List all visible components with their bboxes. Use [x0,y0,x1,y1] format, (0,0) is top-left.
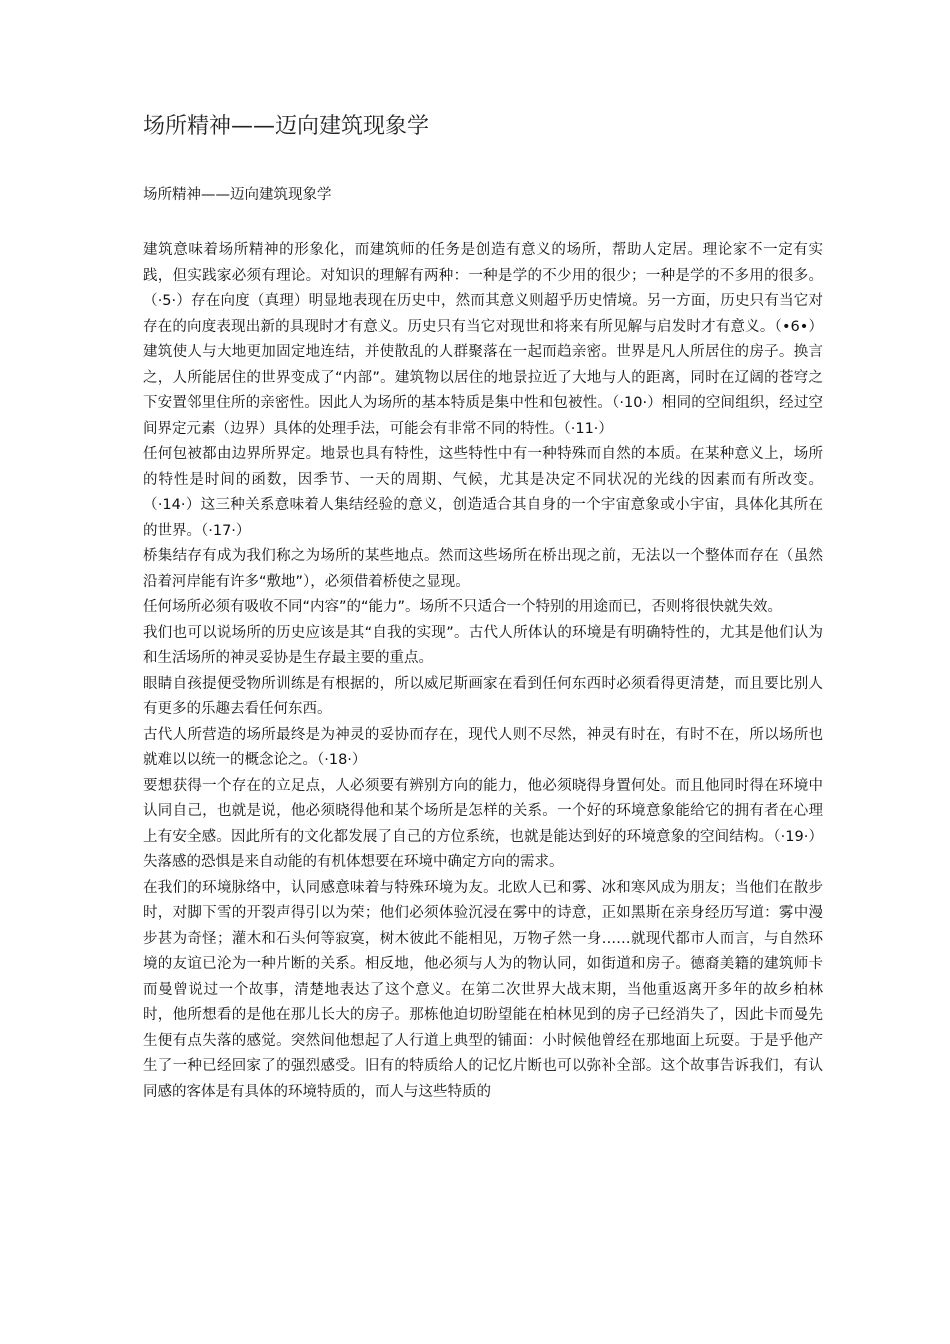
paragraph: 建筑意味着场所精神的形象化，而建筑师的任务是创造有意义的场所，帮助人定居。理论家不一定有实践，但实践家必须有理论。对知识的理解有两种：一种是学的不少用的很少；一种是学的不多用的很多。（·5·）存在向度（真理）明显地表现在历史中，然而其意义则超乎历史情境。另一方面，历史只有当它对存在的向度表现出新的具现时才有意义。历史只有当它对现世和将来有所见解与启发时才有意义。（•6•）建筑使人与大地更加固定地连结，并使散乱的人群聚落在一起而趋亲密。世界是凡人所居住的房子。换言之，人所能居住的世界变成了“内部”。建筑物以居住的地景拉近了大地与人的距离，同时在辽阔的苍穹之下安置邻里住所的亲密性。因此人为场所的基本特质是集中性和包被性。（·10·）相同的空间组织，经过空间界定元素（边界）具体的处理手法，可能会有非常不同的特性。（·11·） [143,242,823,437]
document-body [143,238,823,1105]
paragraph: 要想获得一个存在的立足点，人必须要有辨别方向的能力，他必须晓得身置何处。而且他同时得在环境中认同自己，也就是说，他必须晓得他和某个场所是怎样的关系。一个好的环境意象能给它的拥有者在心理上有安全感。因此所有的文化都发展了自己的方位系统，也就是能达到好的环境意象的空间结构。（·19·）失落感的恐惧是来自动能的有机体想要在环境中确定方向的需求。 [143,777,823,870]
document-title: 场所精神——迈向建筑现象学 [143,114,430,139]
document-page [143,112,823,1105]
paragraph: 我们也可以说场所的历史应该是其“自我的实现”。古代人所体认的环境是有明确特性的，尤其是他们认为和生活场所的神灵妥协是生存最主要的重点。 [143,624,823,666]
paragraph: 古代人所营造的场所最终是为神灵的妥协而存在，现代人则不尽然，神灵有时在，有时不在，所以场所也就难以以统一的概念论之。（·18·） [143,726,823,768]
paragraph: 任何场所必须有吸收不同“内容”的“能力”。场所不只适合一个特别的用途而已，否则将很快就失效。 [143,599,783,615]
paragraph: 眼睛自孩提便受物所训练是有根据的，所以威尼斯画家在看到任何东西时必须看得更清楚，而且要比别人有更多的乐趣去看任何东西。 [143,675,823,717]
paragraph: 桥集结存有成为我们称之为场所的某些地点。然而这些场所在桥出现之前，无法以一个整体而存在（虽然沿着河岸能有许多“敷地”），必须借着桥使之显现。 [143,548,823,590]
paragraph: 任何包被都由边界所界定。地景也具有特性，这些特性中有一种特殊而自然的本质。在某种意义上，场所的特性是时间的函数，因季节、一天的周期、气候，尤其是决定不同状况的光线的因素而有所改变。（·14·）这三种关系意味着人集结经验的意义，创造适合其自身的一个宇宙意象或小宇宙，具体化其所在的世界。（·17·） [143,446,823,539]
document-subtitle: 场所精神——迈向建筑现象学 [143,187,332,203]
paragraph: 在我们的环境脉络中，认同感意味着与特殊环境为友。北欧人已和雾、冰和寒风成为朋友；当他们在散步时，对脚下雪的开裂声得引以为荣；他们必须体验沉浸在雾中的诗意，正如黑斯在亲身经历写道：雾中漫步甚为奇怪；灌木和石头何等寂寞，树木彼此不能相见，万物孑然一身……就现代都市人而言，与自然环境的友谊已沦为一种片断的关系。相反地，他必须与人为的物认同，如街道和房子。德裔美籍的建筑师卡而曼曾说过一个故事，清楚地表达了这个意义。在第二次世界大战末期，当他重返离开多年的故乡柏林时，他所想看的是他在那儿长大的房子。那栋他迫切盼望能在柏林见到的房子已经消失了，因此卡而曼先生便有点失落的感觉。突然间他想起了人行道上典型的铺面：小时候他曾经在那地面上玩耍。于是乎他产生了一种已经回家了的强烈感受。旧有的特质给人的记忆片断也可以弥补全部。这个故事告诉我们，有认同感的客体是有具体的环境特质的，而人与这些特质的 [143,879,823,1100]
